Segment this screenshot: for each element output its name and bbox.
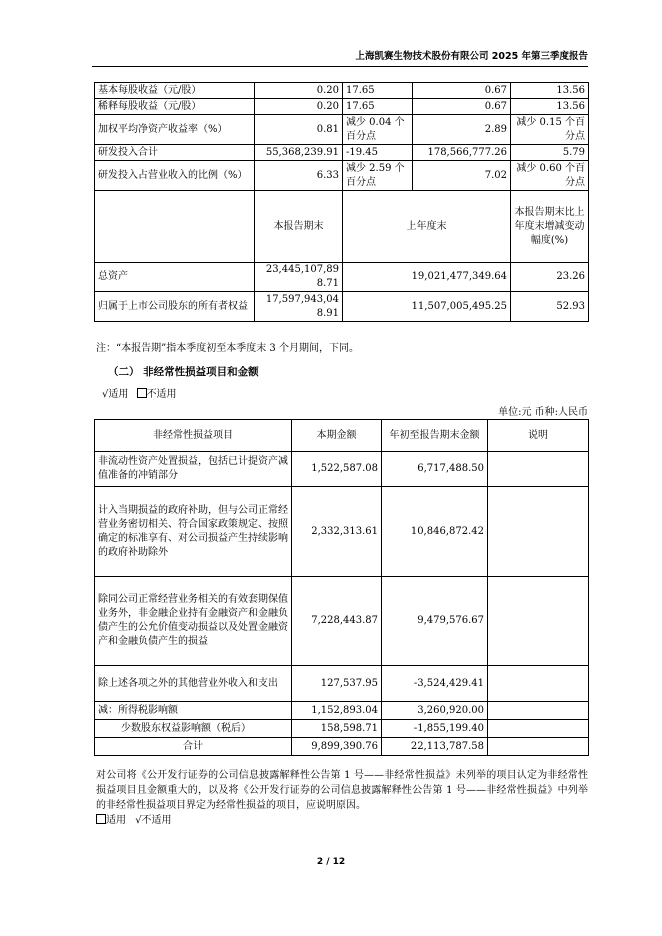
- cell-value: 0.20: [255, 99, 343, 115]
- blank-cell: [95, 191, 255, 263]
- cell-value: 55,368,239.91: [255, 145, 343, 161]
- table-row: [95, 161, 589, 191]
- cell-value: 19,021,477,349.64: [343, 263, 511, 292]
- cell-value: -19.45: [343, 145, 413, 161]
- table-note: 注：“本报告期”指本季度初至本季度末 3 个月期间，下同。: [96, 343, 359, 354]
- row-label: 稀释每股收益（元/股）: [95, 99, 255, 115]
- cell-value: 127,537.95: [292, 666, 382, 702]
- cell-value: [488, 666, 589, 702]
- page-header: 上海凯赛生物技术股份有限公司 2025 年第三季度报告: [92, 48, 588, 67]
- table-row: [95, 577, 589, 666]
- row-label: 归属于上市公司股东的所有者权益: [95, 292, 255, 322]
- column-header: 本期金额: [292, 420, 382, 452]
- cell-value: 减少 0.15 个百分点: [511, 115, 589, 145]
- column-header: 上年度末: [343, 191, 511, 263]
- cell-value: 23,445,107,898.71: [255, 263, 343, 292]
- explanation-paragraph: [96, 768, 588, 828]
- cell-value: 5.79: [511, 145, 589, 161]
- cell-value: 3,260,920.00: [382, 702, 488, 720]
- column-header: 年初至报告期末金额: [382, 420, 488, 452]
- row-label: 加权平均净资产收益率（%）: [95, 115, 255, 145]
- section-title: （二） 非经常性损益项目和金额: [108, 366, 259, 378]
- financial-indicators-table: [94, 82, 589, 322]
- cell-value: 10,846,872.42: [382, 487, 488, 577]
- cell-value: 22,113,787.58: [382, 738, 488, 756]
- non-recurring-items-table: [94, 419, 589, 756]
- table-row: [95, 666, 589, 702]
- table-row: [95, 702, 589, 720]
- cell-value: 减少 0.60 个百分点: [511, 161, 589, 191]
- cell-value: 减少 0.04 个百分点: [343, 115, 413, 145]
- cell-value: 13.56: [511, 99, 589, 115]
- cell-value: 17.65: [343, 83, 413, 99]
- cell-value: -1,855,199.40: [382, 720, 488, 738]
- not-applicable-checked-label: √不适用: [135, 815, 172, 826]
- row-label: 研发投入占营业收入的比例（%）: [95, 161, 255, 191]
- cell-value: -3,524,429.41: [382, 666, 488, 702]
- item-label: 合计: [95, 738, 292, 756]
- table-row: [95, 720, 589, 738]
- row-label: 总资产: [95, 263, 255, 292]
- unit-label: 单位:元 币种:人民币: [498, 407, 588, 418]
- column-header: 说明: [488, 420, 589, 452]
- item-label: 非流动性资产处置损益，包括已计提资产减值准备的冲销部分: [95, 452, 292, 487]
- cell-value: 17,597,943,048.91: [255, 292, 343, 322]
- table-row: [95, 292, 589, 322]
- row-label: 基本每股收益（元/股）: [95, 83, 255, 99]
- cell-value: [488, 720, 589, 738]
- cell-value: 11,507,005,495.25: [343, 292, 511, 322]
- column-header: 非经常性损益项目: [95, 420, 292, 452]
- cell-value: 0.67: [413, 83, 511, 99]
- cell-value: 9,479,576.67: [382, 577, 488, 666]
- cell-value: [488, 577, 589, 666]
- cell-value: [488, 738, 589, 756]
- cell-value: 1,152,893.04: [292, 702, 382, 720]
- applicable-label: 适用: [106, 815, 126, 826]
- cell-value: 1,522,587.08: [292, 452, 382, 487]
- table-subheader-row: [95, 191, 589, 263]
- table-row: [95, 452, 589, 487]
- applicable-checked-label: √适用: [102, 389, 129, 400]
- cell-value: 2,332,313.61: [292, 487, 382, 577]
- cell-value: 178,566,777.26: [413, 145, 511, 161]
- column-header: 本报告期末: [255, 191, 343, 263]
- checkbox-empty-icon: [96, 814, 106, 824]
- cell-value: [488, 487, 589, 577]
- table-row: [95, 99, 589, 115]
- item-label: 计入当期损益的政府补助，但与公司正常经营业务密切相关、符合国家政策规定、按照确定的标准享有、对公司损益产生持续影响的政府补助除外: [95, 487, 292, 577]
- item-label: 减：所得税影响额: [95, 702, 292, 720]
- row-label: 研发投入合计: [95, 145, 255, 161]
- cell-value: 9,899,390.76: [292, 738, 382, 756]
- table-header-row: [95, 420, 589, 452]
- table-total-row: [95, 738, 589, 756]
- cell-value: 6.33: [255, 161, 343, 191]
- cell-value: 减少 2.59 个百分点: [343, 161, 413, 191]
- item-label: 除上述各项之外的其他营业外收入和支出: [95, 666, 292, 702]
- table-row: [95, 487, 589, 577]
- cell-value: 52.93: [511, 292, 589, 322]
- cell-value: 7.02: [413, 161, 511, 191]
- cell-value: 6,717,488.50: [382, 452, 488, 487]
- item-label: 少数股东权益影响额（税后）: [95, 720, 292, 738]
- checkbox-empty-icon: [137, 388, 147, 398]
- explanation-text: 对公司将《公开发行证券的公司信息披露解释性公告第 1 号——非经常性损益》未列举的项目认定为非经常性损益项目且金额重大的，以及将《公开发行证券的公司信息披露解释性公告第 1 号——非经常性损益》中列举的非经常性损益项目界定为经常性损益的项目，应说明原因。: [96, 770, 588, 811]
- cell-value: 0.67: [413, 99, 511, 115]
- cell-value: 17.65: [343, 99, 413, 115]
- cell-value: 13.56: [511, 83, 589, 99]
- cell-value: 7,228,443.87: [292, 577, 382, 666]
- column-header: 本报告期末比上年度末增减变动幅度(%): [511, 191, 589, 263]
- item-label: 除同公司正常经营业务相关的有效套期保值业务外，非金融企业持有金融资产和金融负债产生的公允价值变动损益以及处置金融资产和金融负债产生的损益: [95, 577, 292, 666]
- table-row: [95, 115, 589, 145]
- cell-value: [488, 702, 589, 720]
- table-row: [95, 145, 589, 161]
- cell-value: 23.26: [511, 263, 589, 292]
- not-applicable-label: 不适用: [146, 389, 177, 400]
- table-row: [95, 263, 589, 292]
- page-number: 2 / 12: [316, 857, 346, 867]
- cell-value: 2.89: [413, 115, 511, 145]
- cell-value: 0.81: [255, 115, 343, 145]
- table-row: [95, 83, 589, 99]
- applicable-options: [102, 385, 177, 400]
- cell-value: 158,598.71: [292, 720, 382, 738]
- cell-value: 0.20: [255, 83, 343, 99]
- cell-value: [488, 452, 589, 487]
